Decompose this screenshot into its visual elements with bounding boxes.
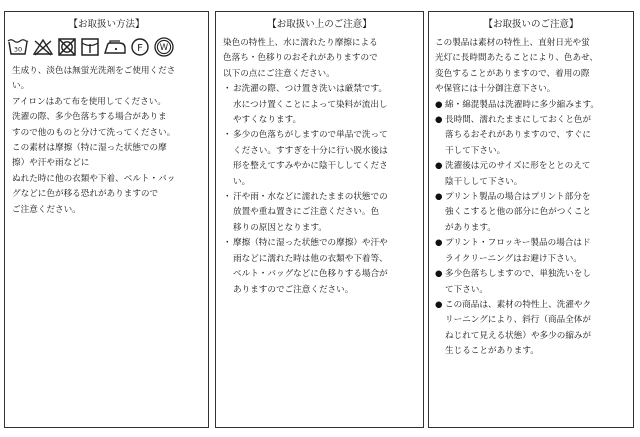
text-line: 綿・綿混製品は洗濯時に多少縮みます。: [445, 99, 600, 110]
caution-item: [223, 190, 418, 236]
text-line: 洗濯後は元のサイズに形をととのえて: [445, 161, 591, 172]
text-line: 干して下さい。: [445, 145, 506, 156]
bullet-marker: ●: [435, 192, 443, 203]
text-line: 色落ち・色移りのおそれがありますので: [223, 53, 378, 64]
text-line: 多少色落ちしますので、単独洗いをし: [445, 269, 591, 280]
text-line: 生じることがあります。: [445, 346, 539, 357]
text-line: て下さい。: [445, 284, 488, 295]
bullet-marker: ●: [435, 299, 443, 310]
wet-clean-letter: W: [159, 43, 169, 54]
notice-item: [435, 159, 629, 190]
text-line: があります。: [445, 222, 496, 233]
text-line: ねじれて見える状態）や多少の縮みが: [445, 330, 592, 341]
text-line: プリント・フロッキー製品の場合はド: [445, 238, 591, 249]
wash-temperature-label: 30: [13, 45, 23, 54]
text-line: お洗濯の際、つけ置き洗いは厳禁です。: [233, 84, 388, 95]
bullet-marker: ●: [435, 99, 443, 110]
text-line: 強くこすると他の部分に色がつくこと: [445, 207, 592, 218]
text-line: ライクリーニングはお避け下さい。: [445, 253, 582, 264]
wash-30-icon: [7, 37, 29, 57]
text-line: グなどに色が移る恐れがありますので: [12, 189, 159, 200]
text-line: や保管には十分御注意下さい。: [435, 84, 556, 95]
care-method-panel: [4, 11, 209, 428]
iron-low-icon: [103, 37, 127, 57]
text-line: 汗や雨・水などに濡れたままの状態での: [233, 192, 388, 203]
text-line: 洗濯の際、多少色落ちする場合がありま: [12, 112, 167, 123]
caution-item: [223, 82, 418, 128]
care-symbols-row: [7, 36, 208, 58]
text-line: ありますのでご注意ください。: [233, 284, 354, 295]
line-dry-icon: [80, 37, 100, 57]
care-method-title: 【お取扱い方法】: [68, 19, 145, 30]
text-line: い。: [12, 81, 30, 92]
text-line: 光灯に長時間あたることにより、色あせ、: [435, 53, 599, 64]
text-line: 生成り、淡色は無蛍光洗剤をご使用くださ: [12, 66, 176, 76]
bullet-marker: ●: [435, 161, 443, 172]
text-line: ベルト・バッグなどに色移りする場合が: [233, 269, 388, 280]
no-bleach-icon: [32, 37, 54, 57]
bullet-marker: ・: [223, 238, 232, 249]
handling-caution-title: 【お取扱い上のご注意】: [267, 19, 372, 30]
text-line: 染色の特性上、水に濡れたり摩擦による: [223, 38, 378, 48]
text-line: 形を整えてすみやかに陰干ししてくださ: [233, 161, 388, 172]
text-line: 擦）や汗や雨などに: [12, 158, 90, 169]
bullet-marker: ●: [435, 269, 443, 280]
text-line: 以下の点にご注意ください。: [223, 68, 335, 79]
handling-caution-panel: [215, 11, 424, 428]
bullet-marker: ・: [223, 192, 232, 203]
text-line: 変色することがありますので、着用の際: [435, 68, 590, 79]
bullet-marker: ・: [223, 84, 232, 95]
bullet-marker: ・: [223, 130, 232, 141]
notice-item: [435, 190, 629, 236]
caution-item: [223, 128, 418, 190]
text-line: プリント製品の場合はプリント部分を: [445, 192, 591, 203]
text-line: この素材は摩擦（特に湿った状態での摩: [12, 143, 167, 154]
bullet-marker: ●: [435, 115, 443, 126]
no-tumble-dry-icon: [57, 37, 77, 57]
notice-item: [435, 113, 629, 159]
text-line: 水につけ置くことによって染料が流出し: [233, 99, 388, 110]
product-notice-panel: [428, 11, 634, 428]
notice-item: [435, 267, 629, 298]
dry-clean-letter: F: [137, 42, 143, 54]
notice-item: [435, 298, 629, 360]
text-line: ください。すすぎを十分に行い脱水後は: [233, 145, 388, 156]
text-line: 移りの原因となります。: [233, 222, 327, 233]
text-line: この商品は、素材の特性上、洗濯やク: [445, 299, 592, 310]
care-method-text: [5, 64, 208, 218]
text-line: 放置や重ね置きにご注意ください。色: [233, 207, 380, 218]
text-line: 多少の色落ちがしますので単品で洗って: [233, 130, 388, 141]
text-line: ご注意ください。: [12, 204, 81, 215]
caution-item: [223, 236, 418, 298]
notice-item: [435, 236, 629, 267]
text-line: すので他のものと分けて洗ってください。: [12, 127, 176, 138]
text-line: 落ちるおそれがありますので、すぐに: [445, 130, 591, 141]
text-line: リーニングにより、斜行（商品全体が: [445, 315, 591, 326]
text-line: 陰干しして下さい。: [445, 176, 523, 187]
text-line: やすくなります。: [233, 115, 302, 126]
dry-clean-f-icon: [130, 37, 150, 57]
product-notice-text: [429, 36, 633, 360]
text-line: ぬれた時に他の衣類や下着、ベルト・バッ: [12, 173, 176, 184]
text-line: 摩擦（特に湿った状態での摩擦）や汗や: [233, 238, 388, 249]
text-line: この製品は素材の特性上、直射日光や蛍: [435, 38, 590, 48]
bullet-marker: ●: [435, 238, 443, 249]
handling-caution-text: [216, 36, 423, 298]
text-line: い。: [233, 176, 251, 187]
notice-item: [435, 98, 629, 113]
text-line: 長時間、濡れたままにしておくと色が: [445, 115, 592, 126]
wet-clean-w-icon: [153, 36, 175, 58]
text-line: 雨などに濡れた時は他の衣類や下着等、: [233, 253, 388, 264]
product-notice-title: 【お取扱いのご注意】: [483, 19, 579, 30]
text-line: アイロンはあて布を使用してください。: [12, 96, 166, 107]
